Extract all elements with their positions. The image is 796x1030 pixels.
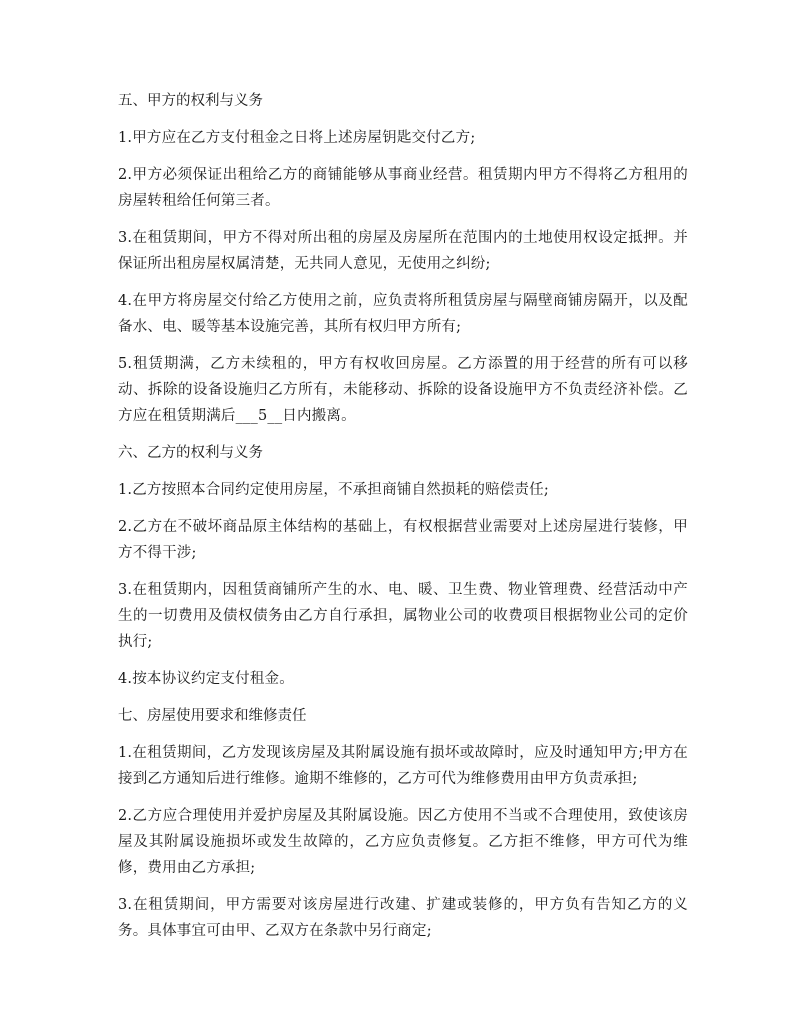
section-7-item-1: 1.在租赁期间，乙方发现该房屋及其附属设施有损坏或故障时，应及时通知甲方;甲方在接到乙方通知后进行维修。逾期不维修的，乙方可代为维修费用由甲方负责承担; [118, 745, 688, 787]
section-5-item-3: 3.在租赁期间，甲方不得对所出租的房屋及房屋所在范围内的土地使用权设定抵押。并保证所出租房屋权属清楚，无共同人意见，无使用之纠纷; [118, 230, 688, 272]
section-7-item-2: 2.乙方应合理使用并爱护房屋及其附属设施。因乙方使用不当或不合理使用，致使该房屋及其附属设施损坏或发生故障的，乙方应负责修复。乙方拒不维修，甲方可代为维修，费用由乙方承担; [118, 808, 688, 876]
section-5-heading: 五、甲方的权利与义务 [118, 93, 263, 109]
section-5-item-1: 1.甲方应在乙方支付租金之日将上述房屋钥匙交付乙方; [118, 130, 476, 146]
section-6-heading: 六、乙方的权利与义务 [118, 445, 263, 461]
section-6-item-3: 3.在租赁期内，因租赁商铺所产生的水、电、暖、卫生费、物业管理费、经营活动中产生的一切费用及债权债务由乙方自行承担，属物业公司的收费项目根据物业公司的定价执行; [118, 582, 688, 650]
section-5-item-5: 5.租赁期满，乙方未续租的，甲方有权收回房屋。乙方添置的用于经营的所有可以移动、拆除的设备设施归乙方所有，未能移动、拆除的设备设施甲方不负责经济补偿。乙方应在租赁期满后___5__日内搬离。 [118, 356, 688, 424]
section-6-item-1: 1.乙方按照本合同约定使用房屋，不承担商铺自然损耗的赔偿责任; [118, 482, 549, 498]
section-6-item-2: 2.乙方在不破坏商品原主体结构的基础上，有权根据营业需要对上述房屋进行装修，甲方不得干涉; [118, 519, 688, 561]
document-page [118, 88, 688, 955]
section-7-item-3: 3.在租赁期间，甲方需要对该房屋进行改建、扩建或装修的，甲方负有告知乙方的义务。具体事宜可由甲、乙双方在条款中另行商定; [118, 897, 688, 939]
section-5-item-4: 4.在甲方将房屋交付给乙方使用之前，应负责将所租赁房屋与隔壁商铺房隔开，以及配备水、电、暖等基本设施完善，其所有权归甲方所有; [118, 293, 688, 335]
section-6-item-4: 4.按本协议约定支付租金。 [118, 671, 294, 687]
section-7-heading: 七、房屋使用要求和维修责任 [118, 708, 307, 724]
section-5-item-2: 2.甲方必须保证出租给乙方的商铺能够从事商业经营。租赁期内甲方不得将乙方租用的房屋转租给任何第三者。 [118, 167, 688, 209]
